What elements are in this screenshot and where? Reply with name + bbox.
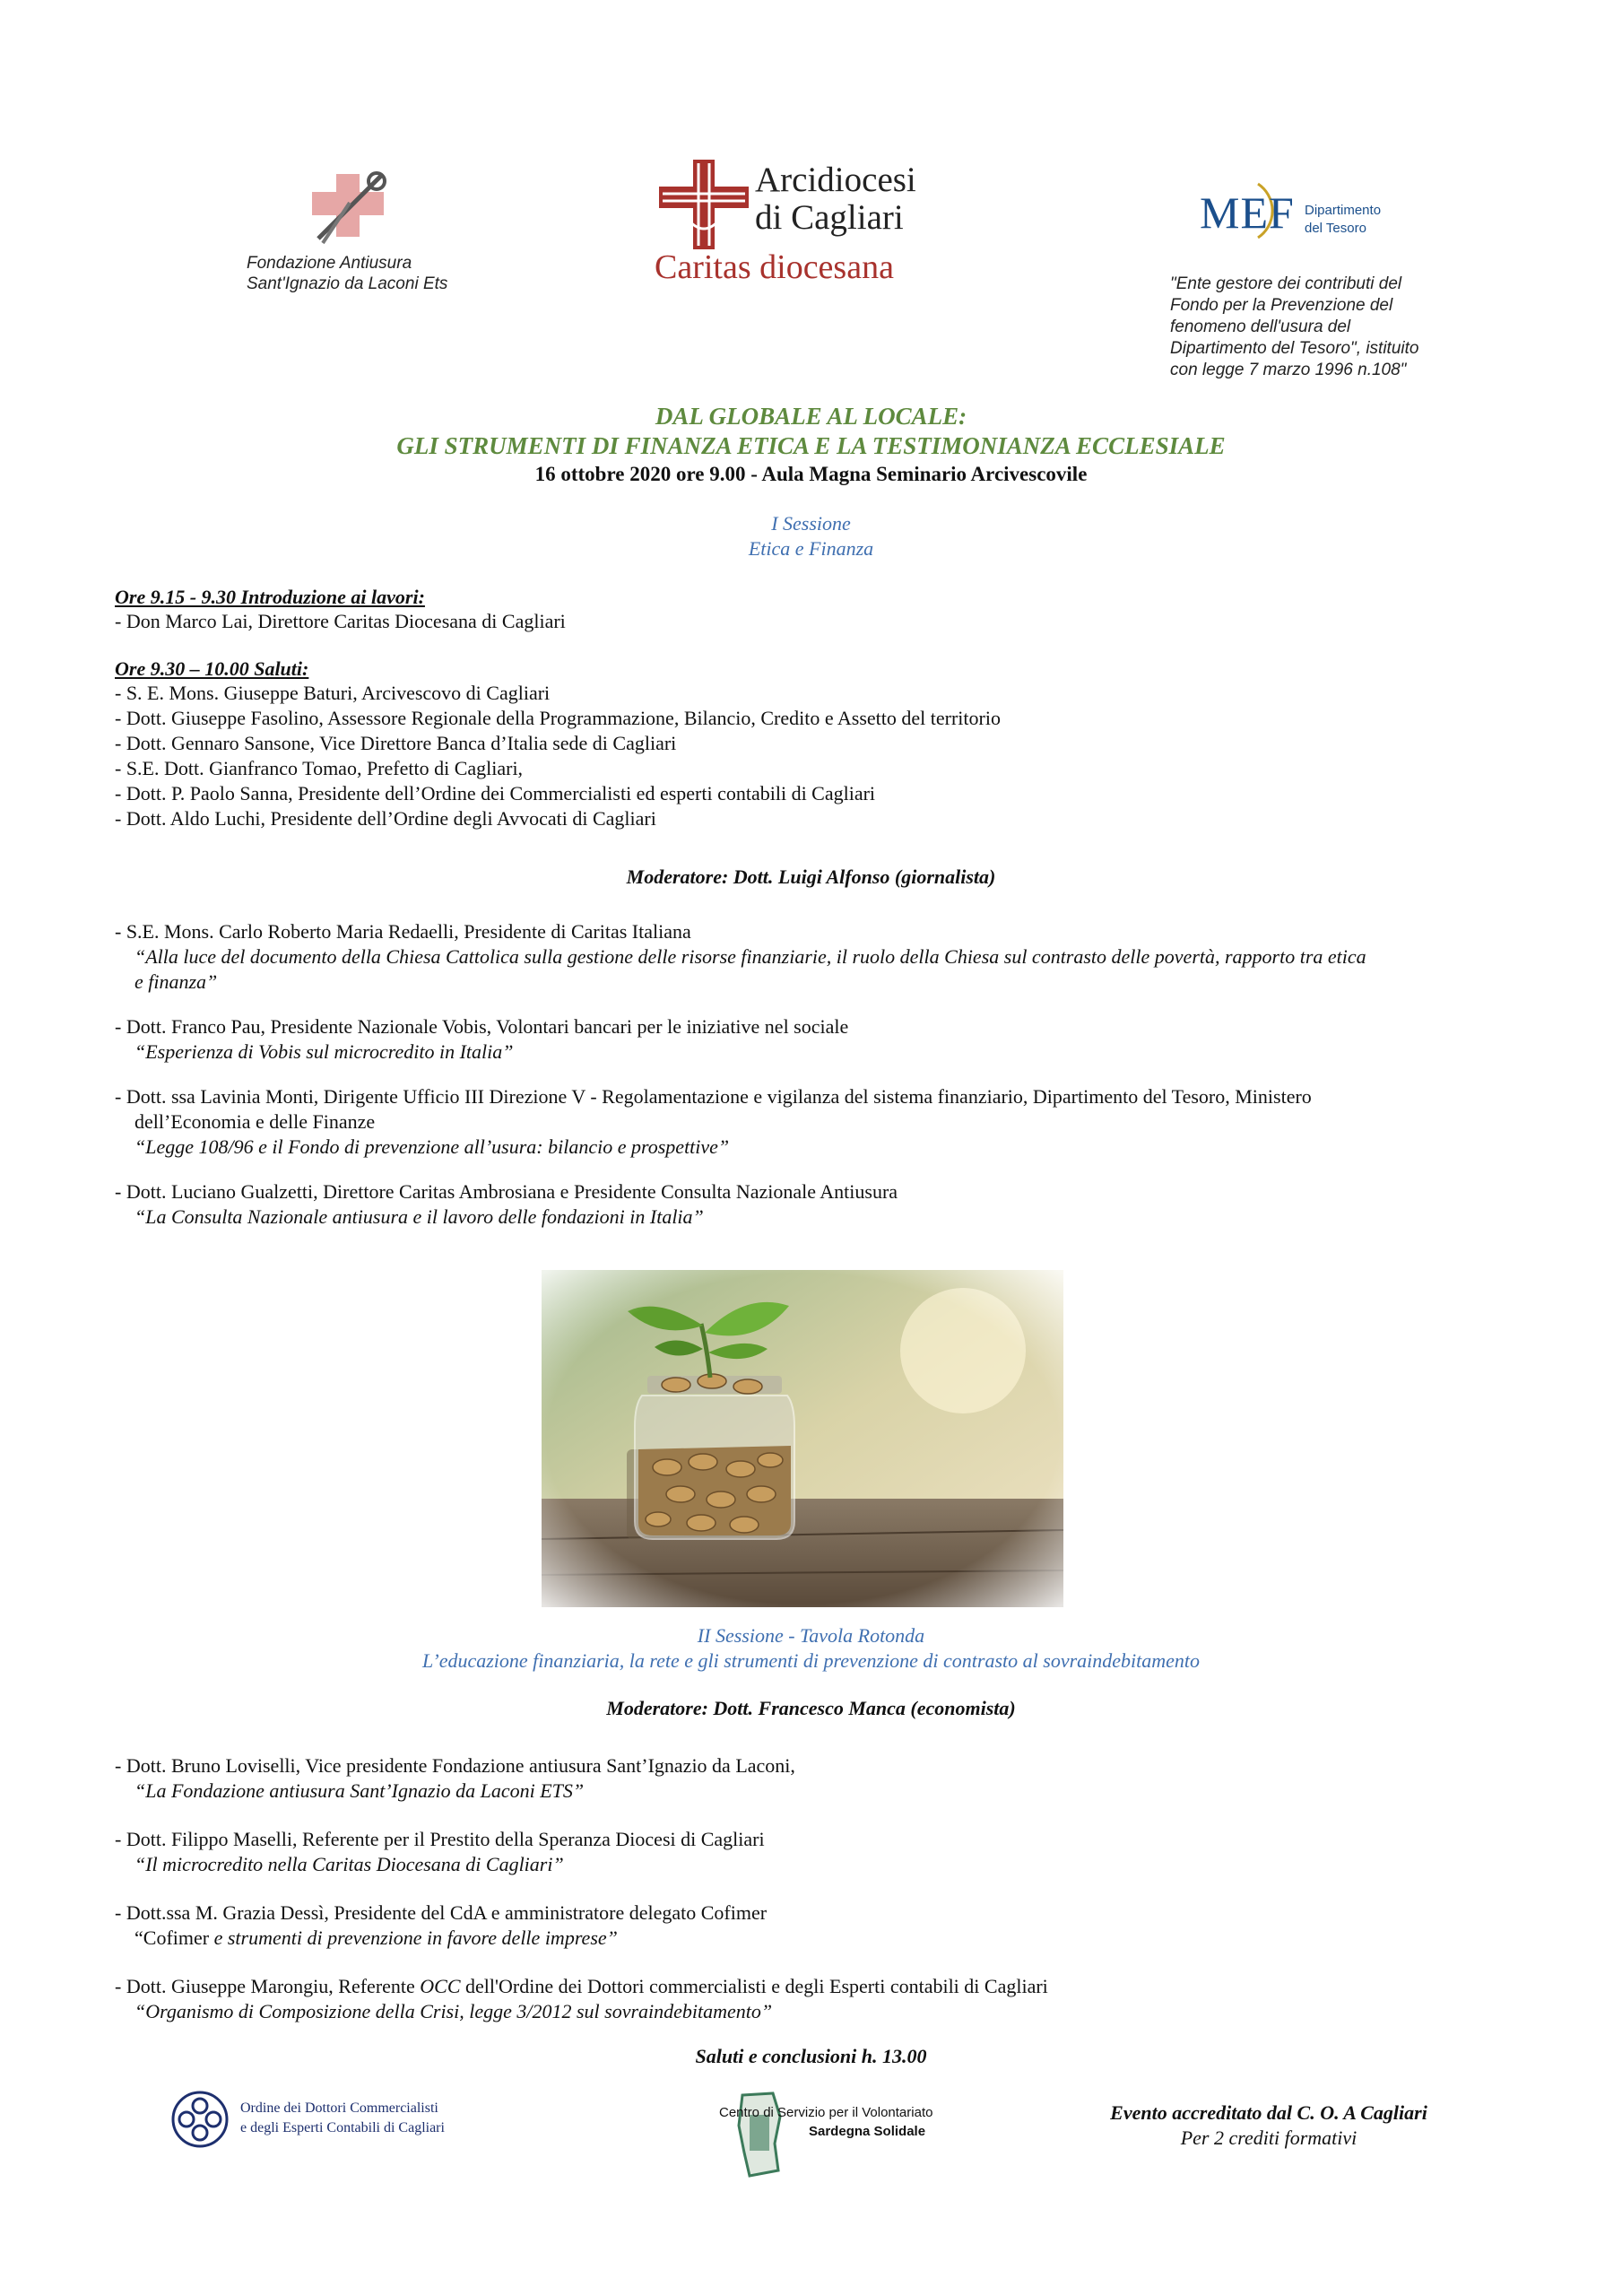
intro-speaker: - Don Marco Lai, Direttore Caritas Diocesana di Cagliari xyxy=(115,610,566,632)
saluti-item: - Dott. Giuseppe Fasolino, Assessore Regionale della Programmazione, Bilancio, Credito e Assetto del territorio xyxy=(115,707,1001,729)
arcidiocesi-wordmark: Arcidiocesi di Cagliari xyxy=(755,161,916,237)
talk-title: “Legge 108/96 e il Fondo di prevenzione all’usura: bilancio e prospettive” xyxy=(134,1135,730,1158)
event-title-line1: DAL GLOBALE AL LOCALE: xyxy=(655,403,967,430)
saluti-heading: Ore 9.30 – 10.00 Saluti: xyxy=(115,657,309,680)
caritas-cross-logo xyxy=(659,160,749,249)
saluti-item: - Dott. Aldo Luchi, Presidente dell’Ordine degli Avvocati di Cagliari xyxy=(115,807,656,830)
talk-title: “Il microcredito nella Caritas Diocesana di Cagliari” xyxy=(134,1853,564,1875)
coin-jar-sprout-photo xyxy=(542,1270,1063,1607)
talk-speaker: - Dott. Luciano Gualzetti, Direttore Caritas Ambrosiana e Presidente Consulta Nazionale Antiusura xyxy=(115,1180,898,1203)
saluti-item: - Dott. P. Paolo Sanna, Presidente dell’Ordine dei Commercialisti ed esperti contabili di Cagliari xyxy=(115,782,876,804)
talk-title: “La Fondazione antiusura Sant’Ignazio da Laconi ETS” xyxy=(134,1779,585,1802)
talk-speaker: - Dott. Franco Pau, Presidente Nazionale Vobis, Volontari bancari per le iniziative nel sociale xyxy=(115,1015,849,1038)
mef-wordmark: MEF xyxy=(1200,187,1295,238)
saluti-item: - S.E. Dott. Gianfranco Tomao, Prefetto di Cagliari, xyxy=(115,757,524,779)
session1-moderator: Moderatore: Dott. Luigi Alfonso (giornalista) xyxy=(626,865,996,888)
talk-title: e finanza” xyxy=(134,970,218,993)
talk-speaker: - S.E. Mons. Carlo Roberto Maria Redaelli, Presidente di Caritas Italiana xyxy=(115,920,691,943)
session2-talks xyxy=(115,1753,1531,2024)
ordine-caption: Ordine dei Dottori Commercialisti e degli Esperti Contabili di Cagliari xyxy=(240,2100,445,2135)
talk-speaker-cont: dell’Economia e delle Finanze xyxy=(134,1110,376,1133)
talk-speaker: - Dott. Bruno Loviselli, Vice presidente Fondazione antiusura Sant’Ignazio da Laconi, xyxy=(115,1754,795,1777)
talk-title: “Organismo di Composizione della Crisi, legge 3/2012 sul sovraindebitamento” xyxy=(134,2000,773,2022)
caritas-wordmark: Caritas diocesana xyxy=(655,248,894,286)
talk-speaker: - Dott.ssa M. Grazia Dessì, Presidente del CdA e amministratore delegato Cofimer xyxy=(115,1901,768,1924)
session1-program xyxy=(115,586,1531,831)
accreditation-note: Evento accreditato dal C. O. A Cagliari Per 2 crediti formativi xyxy=(1110,2101,1427,2149)
session2-moderator: Moderatore: Dott. Francesco Manca (economista) xyxy=(606,1697,1016,1719)
event-title xyxy=(0,402,1622,461)
talk-title: “Alla luce del documento della Chiesa Cattolica sulla gestione delle risorse finanziarie, il ruolo della Chiesa sul contrasto delle povertà, rapporto tra etica xyxy=(134,945,1366,968)
talk-speaker: - Dott. ssa Lavinia Monti, Dirigente Ufficio III Direzione V - Regolamentazione e vigilanza del sistema finanziario, Dipartimento del Tesoro, Ministero xyxy=(115,1085,1312,1108)
fondazione-logo xyxy=(305,167,395,248)
ente-gestore-note: "Ente gestore dei contributi del Fondo per la Prevenzione del fenomeno dell'usura del Dipartimento del Tesoro", istituito con legge 7 marzo 1996 n.108" xyxy=(1170,274,1419,379)
closing-line: Saluti e conclusioni h. 13.00 xyxy=(695,2045,927,2067)
talk-title: “Cofimer e strumenti di prevenzione in favore delle imprese” xyxy=(134,1926,618,1949)
talk-title: “La Consulta Nazionale antiusura e il lavoro delle fondazioni in Italia” xyxy=(134,1205,704,1228)
session2-heading: II Sessione - Tavola Rotonda L’educazione finanziaria, la rete e gli strumenti di prevenzione di contrasto al sovraindebitamento xyxy=(421,1624,1201,1672)
session1-heading: I Sessione Etica e Finanza xyxy=(748,512,874,560)
saluti-item: - S. E. Mons. Giuseppe Baturi, Arcivescovo di Cagliari xyxy=(115,682,551,704)
event-title-line2: GLI STRUMENTI DI FINANZA ETICA E LA TESTIMONIANZA ECCLESIALE xyxy=(396,432,1226,459)
ordine-commercialisti-logo xyxy=(170,2090,230,2149)
event-date: 16 ottobre 2020 ore 9.00 - Aula Magna Seminario Arcivescovile xyxy=(534,463,1088,485)
intro-heading: Ore 9.15 - 9.30 Introduzione ai lavori: xyxy=(115,586,425,608)
talk-speaker: - Dott. Giuseppe Marongiu, Referente OCC dell'Ordine dei Dottori commercialisti e degli Esperti contabili di Cagliari xyxy=(115,1975,1048,1997)
session1-talks xyxy=(115,919,1531,1230)
talk-title: “Esperienza di Vobis sul microcredito in Italia” xyxy=(134,1040,514,1063)
dipartimento-caption: Dipartimento del Tesoro xyxy=(1305,203,1382,236)
fondazione-caption: Fondazione Antiusura Sant'Ignazio da Laconi Ets xyxy=(247,254,448,293)
csv-caption: Centro di Servizio per il Volontariato Sardegna Solidale xyxy=(719,2105,933,2139)
saluti-item: - Dott. Gennaro Sansone, Vice Direttore Banca d’Italia sede di Cagliari xyxy=(115,732,677,754)
talk-speaker: - Dott. Filippo Maselli, Referente per il Prestito della Speranza Diocesi di Cagliari xyxy=(115,1828,765,1850)
